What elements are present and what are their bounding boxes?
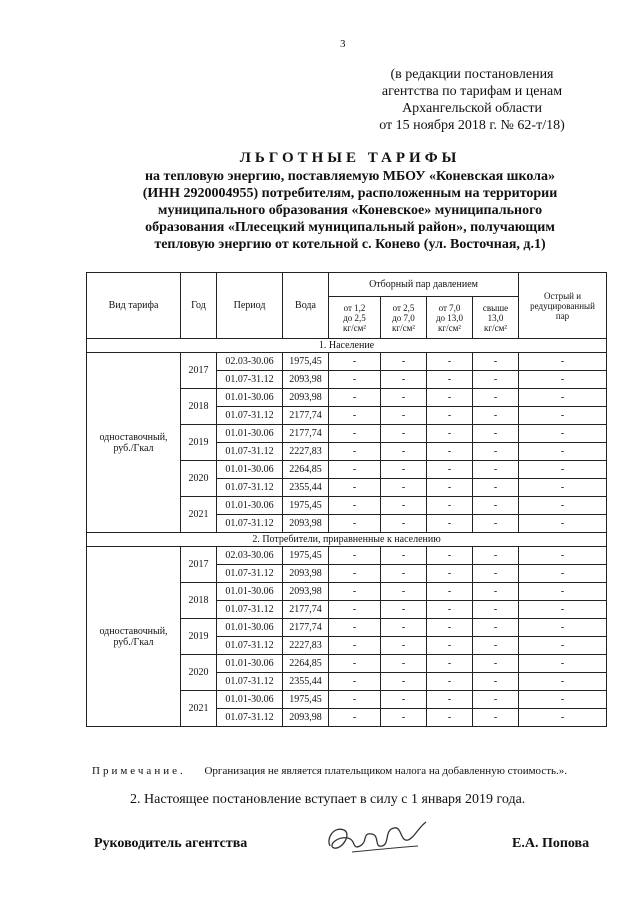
dash-cell: - xyxy=(427,425,473,443)
dash-cell: - xyxy=(473,479,519,497)
header-line: до 7,0 xyxy=(392,312,415,323)
dash-cell: - xyxy=(381,497,427,515)
dash-cell: - xyxy=(473,443,519,461)
dash-cell: - xyxy=(473,565,519,583)
period-cell: 01.01-30.06 xyxy=(217,461,283,479)
period-cell: 01.01-30.06 xyxy=(217,691,283,709)
header-pressure-p3 xyxy=(427,297,473,339)
water-value-cell: 2177,74 xyxy=(283,425,329,443)
header-line: до 2,5 xyxy=(343,312,366,323)
dash-cell: - xyxy=(381,425,427,443)
water-value-cell: 2264,85 xyxy=(283,461,329,479)
dash-cell: - xyxy=(519,601,607,619)
dash-cell: - xyxy=(519,637,607,655)
dash-cell: - xyxy=(519,583,607,601)
header-steam-group: Отборный пар давлением xyxy=(329,273,519,297)
header-line: кг/см² xyxy=(392,322,415,333)
dash-cell: - xyxy=(329,425,381,443)
dash-cell: - xyxy=(427,637,473,655)
redaction-note xyxy=(352,66,592,134)
dash-cell: - xyxy=(427,619,473,637)
year-cell: 2017 xyxy=(181,353,217,389)
period-cell: 01.07-31.12 xyxy=(217,407,283,425)
dash-cell: - xyxy=(329,691,381,709)
dash-cell: - xyxy=(329,547,381,565)
dash-cell: - xyxy=(427,479,473,497)
water-value-cell: 2177,74 xyxy=(283,601,329,619)
dash-cell: - xyxy=(329,407,381,425)
water-value-cell: 2355,44 xyxy=(283,479,329,497)
dash-cell: - xyxy=(427,547,473,565)
dash-cell: - xyxy=(329,709,381,727)
dash-cell: - xyxy=(473,637,519,655)
dash-cell: - xyxy=(473,371,519,389)
dash-cell: - xyxy=(329,515,381,533)
dash-cell: - xyxy=(473,655,519,673)
year-cell: 2021 xyxy=(181,497,217,533)
water-value-cell: 2093,98 xyxy=(283,583,329,601)
document-subtitle xyxy=(90,168,610,253)
water-value-cell: 2177,74 xyxy=(283,619,329,637)
dash-cell: - xyxy=(473,673,519,691)
note-text: Организация не является плательщиком налога на добавленную стоимость.». xyxy=(204,765,568,777)
dash-cell: - xyxy=(329,583,381,601)
subtitle-line: (ИНН 2920004955) потребителям, расположенным на территории xyxy=(142,186,558,201)
page-number: 3 xyxy=(340,38,346,50)
dash-cell: - xyxy=(427,709,473,727)
dash-cell: - xyxy=(381,353,427,371)
period-cell: 01.07-31.12 xyxy=(217,709,283,727)
dash-cell: - xyxy=(381,547,427,565)
dash-cell: - xyxy=(473,691,519,709)
dash-cell: - xyxy=(427,655,473,673)
water-value-cell: 2227,83 xyxy=(283,443,329,461)
header-line: от 7,0 xyxy=(438,302,461,313)
dash-cell: - xyxy=(473,619,519,637)
dash-cell: - xyxy=(381,691,427,709)
period-cell: 01.07-31.12 xyxy=(217,371,283,389)
dash-cell: - xyxy=(519,619,607,637)
water-value-cell: 2093,98 xyxy=(283,515,329,533)
dash-cell: - xyxy=(381,619,427,637)
dash-cell: - xyxy=(519,353,607,371)
dash-cell: - xyxy=(329,443,381,461)
period-cell: 01.01-30.06 xyxy=(217,583,283,601)
header-line: до 13,0 xyxy=(435,312,464,323)
year-cell: 2019 xyxy=(181,619,217,655)
dash-cell: - xyxy=(381,673,427,691)
handwritten-signature xyxy=(322,816,432,867)
note xyxy=(92,765,567,777)
year-cell: 2019 xyxy=(181,425,217,461)
water-value-cell: 2093,98 xyxy=(283,389,329,407)
header-row xyxy=(87,273,607,297)
water-value-cell: 1975,45 xyxy=(283,547,329,565)
year-cell: 2020 xyxy=(181,655,217,691)
period-cell: 01.07-31.12 xyxy=(217,565,283,583)
dash-cell: - xyxy=(329,389,381,407)
period-cell: 01.07-31.12 xyxy=(217,637,283,655)
tariff-table xyxy=(86,272,607,727)
water-value-cell: 2264,85 xyxy=(283,655,329,673)
document-title: ЛЬГОТНЫЕ ТАРИФЫ xyxy=(239,150,461,166)
header-line: руб./Гкал xyxy=(113,636,154,648)
header-line: руб./Гкал xyxy=(113,442,154,454)
header-line: 13,0 xyxy=(487,312,504,323)
dash-cell: - xyxy=(473,389,519,407)
year-cell: 2021 xyxy=(181,691,217,727)
dash-cell: - xyxy=(381,407,427,425)
period-cell: 01.07-31.12 xyxy=(217,673,283,691)
dash-cell: - xyxy=(381,709,427,727)
period-cell: 01.07-31.12 xyxy=(217,601,283,619)
dash-cell: - xyxy=(381,637,427,655)
header-line: кг/см² xyxy=(484,322,507,333)
dash-cell: - xyxy=(381,371,427,389)
water-value-cell: 2093,98 xyxy=(283,709,329,727)
header-pressure-p4 xyxy=(473,297,519,339)
redaction-line: (в редакции постановления xyxy=(390,67,554,82)
section-title: 2. Потребители, приравненные к населению xyxy=(87,533,607,547)
dash-cell: - xyxy=(427,461,473,479)
dash-cell: - xyxy=(329,601,381,619)
year-cell: 2017 xyxy=(181,547,217,583)
dash-cell: - xyxy=(329,655,381,673)
dash-cell: - xyxy=(381,601,427,619)
redaction-line: от 15 ноября 2018 г. № 62-т/18) xyxy=(379,118,565,133)
header-line: свыше xyxy=(482,302,509,313)
decree-text: 2. Настоящее постановление вступает в силу с 1 января 2019 года. xyxy=(130,792,526,807)
dash-cell: - xyxy=(329,497,381,515)
dash-cell: - xyxy=(519,515,607,533)
header-line: Острый и xyxy=(544,290,582,301)
header-line: одноставочный, xyxy=(99,625,168,637)
water-value-cell: 2093,98 xyxy=(283,371,329,389)
water-value-cell: 2177,74 xyxy=(283,407,329,425)
period-cell: 01.01-30.06 xyxy=(217,389,283,407)
header-period: Период xyxy=(217,273,283,339)
table-row xyxy=(87,547,607,565)
dash-cell: - xyxy=(519,497,607,515)
header-sharp-steam xyxy=(519,273,607,339)
dash-cell: - xyxy=(519,673,607,691)
dash-cell: - xyxy=(381,515,427,533)
dash-cell: - xyxy=(427,497,473,515)
tariff-type-label xyxy=(87,547,181,727)
period-cell: 01.07-31.12 xyxy=(217,515,283,533)
water-value-cell: 1975,45 xyxy=(283,691,329,709)
dash-cell: - xyxy=(519,425,607,443)
dash-cell: - xyxy=(381,443,427,461)
dash-cell: - xyxy=(519,461,607,479)
dash-cell: - xyxy=(381,479,427,497)
signer-title: Руководитель агентства xyxy=(94,836,248,851)
dash-cell: - xyxy=(427,691,473,709)
dash-cell: - xyxy=(473,547,519,565)
header-year: Год xyxy=(181,273,217,339)
header-type: Вид тарифа xyxy=(87,273,181,339)
section-title: 1. Население xyxy=(87,339,607,353)
redaction-line: агентства по тарифам и ценам xyxy=(381,84,563,99)
dash-cell: - xyxy=(473,497,519,515)
header-pressure-p1 xyxy=(329,297,381,339)
water-value-cell: 1975,45 xyxy=(283,497,329,515)
section-row xyxy=(87,533,607,547)
period-cell: 01.01-30.06 xyxy=(217,655,283,673)
year-cell: 2018 xyxy=(181,583,217,619)
section-row xyxy=(87,339,607,353)
period-cell: 02.03-30.06 xyxy=(217,353,283,371)
dash-cell: - xyxy=(519,547,607,565)
header-line: одноставочный, xyxy=(99,431,168,443)
subtitle-line: образования «Плесецкий муниципальный район», получающим xyxy=(145,220,555,235)
period-cell: 02.03-30.06 xyxy=(217,547,283,565)
header-pressure-p2 xyxy=(381,297,427,339)
dash-cell: - xyxy=(381,583,427,601)
dash-cell: - xyxy=(329,619,381,637)
note-label: Примечание. xyxy=(92,765,186,777)
header-line: от 2,5 xyxy=(392,302,415,313)
dash-cell: - xyxy=(427,371,473,389)
header-line: от 1,2 xyxy=(343,302,366,313)
dash-cell: - xyxy=(473,709,519,727)
year-cell: 2020 xyxy=(181,461,217,497)
dash-cell: - xyxy=(329,637,381,655)
dash-cell: - xyxy=(329,461,381,479)
period-cell: 01.07-31.12 xyxy=(217,479,283,497)
dash-cell: - xyxy=(519,565,607,583)
dash-cell: - xyxy=(427,583,473,601)
dash-cell: - xyxy=(427,389,473,407)
water-value-cell: 1975,45 xyxy=(283,353,329,371)
water-value-cell: 2227,83 xyxy=(283,637,329,655)
period-cell: 01.01-30.06 xyxy=(217,425,283,443)
subtitle-line: на тепловую энергию, поставляемую МБОУ «Коневская школа» xyxy=(144,169,556,184)
dash-cell: - xyxy=(329,371,381,389)
header-water: Вода xyxy=(283,273,329,339)
dash-cell: - xyxy=(519,479,607,497)
header-line: редуцированный xyxy=(530,300,595,311)
dash-cell: - xyxy=(427,565,473,583)
water-value-cell: 2093,98 xyxy=(283,565,329,583)
dash-cell: - xyxy=(473,407,519,425)
dash-cell: - xyxy=(519,691,607,709)
dash-cell: - xyxy=(473,461,519,479)
dash-cell: - xyxy=(519,655,607,673)
dash-cell: - xyxy=(519,407,607,425)
dash-cell: - xyxy=(473,515,519,533)
subtitle-line: муниципального образования «Коневское» муниципального xyxy=(157,203,543,218)
dash-cell: - xyxy=(519,371,607,389)
dash-cell: - xyxy=(329,673,381,691)
dash-cell: - xyxy=(519,709,607,727)
tariff-type-label xyxy=(87,353,181,533)
dash-cell: - xyxy=(427,673,473,691)
signer-name: Е.А. Попова xyxy=(512,836,590,851)
period-cell: 01.01-30.06 xyxy=(217,497,283,515)
dash-cell: - xyxy=(329,479,381,497)
header-line: пар xyxy=(555,310,570,321)
dash-cell: - xyxy=(329,353,381,371)
dash-cell: - xyxy=(427,443,473,461)
dash-cell: - xyxy=(519,389,607,407)
water-value-cell: 2355,44 xyxy=(283,673,329,691)
dash-cell: - xyxy=(381,389,427,407)
year-cell: 2018 xyxy=(181,389,217,425)
dash-cell: - xyxy=(427,601,473,619)
header-line: кг/см² xyxy=(438,322,461,333)
dash-cell: - xyxy=(473,353,519,371)
subtitle-line: тепловую энергию от котельной с. Конево (ул. Восточная, д.1) xyxy=(154,237,546,252)
dash-cell: - xyxy=(427,515,473,533)
dash-cell: - xyxy=(381,461,427,479)
dash-cell: - xyxy=(473,425,519,443)
period-cell: 01.07-31.12 xyxy=(217,443,283,461)
dash-cell: - xyxy=(519,443,607,461)
redaction-line: Архангельской области xyxy=(402,101,542,116)
dash-cell: - xyxy=(427,353,473,371)
header-line: кг/см² xyxy=(343,322,366,333)
dash-cell: - xyxy=(381,565,427,583)
table-row xyxy=(87,353,607,371)
dash-cell: - xyxy=(473,583,519,601)
period-cell: 01.01-30.06 xyxy=(217,619,283,637)
dash-cell: - xyxy=(427,407,473,425)
dash-cell: - xyxy=(473,601,519,619)
dash-cell: - xyxy=(329,565,381,583)
dash-cell: - xyxy=(381,655,427,673)
